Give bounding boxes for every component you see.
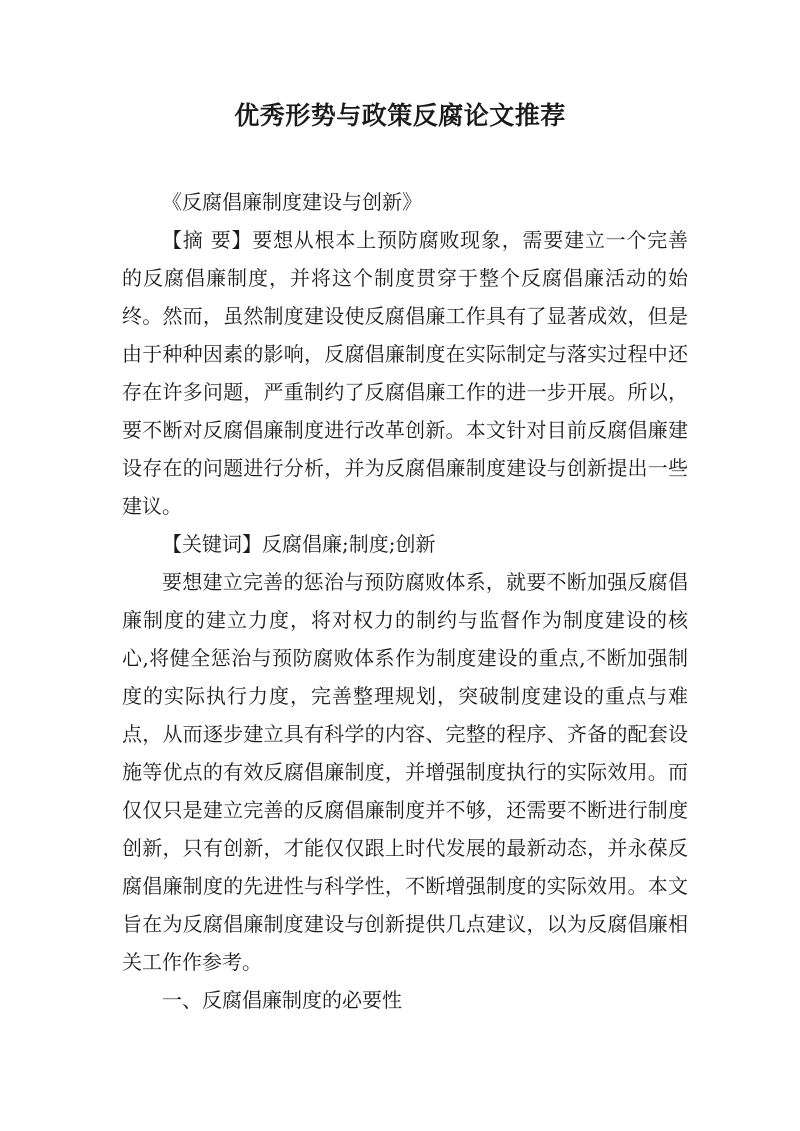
intro-paragraph: 要想建立完善的惩治与预防腐败体系，就要不断加强反腐倡廉制度的建立力度，将对权力的制约与监督作为制度建设的核心,将健全惩治与预防腐败体系作为制度建设的重点,不断加强制度的实际执行力度，完善整理规划，突破制度建设的重点与难点，从而逐步建立具有科学的内容、完整的程序、齐备的配套设施等优点的有效反腐倡廉制度，并增强制度执行的实际效用。而仅仅只是建立完善的反腐倡廉制度并不够，还需要不断进行制度创新，只有创新，才能仅仅跟上时代发展的最新动态，并永葆反腐倡廉制度的先进性与科学性，不断增强制度的实际效用。本文旨在为反腐倡廉制度建设与创新提供几点建议，以为反腐倡廉相关工作作参考。 xyxy=(122,570,688,974)
abstract-paragraph: 【摘 要】要想从根本上预防腐败现象，需要建立一个完善的反腐倡廉制度，并将这个制度贯穿于整个反腐倡廉活动的始终。然而，虽然制度建设使反腐倡廉工作具有了显著成效，但是由于种种因素的影响，反腐倡廉制度在实际制定与落实过程中还存在许多问题，严重制约了反腐倡廉工作的进一步开展。所以，要不断对反腐倡廉制度进行改革创新。本文针对目前反腐倡廉建设存在的问题进行分析，并为反腐倡廉制度建设与创新提出一些建议。 xyxy=(122,228,688,518)
document-body xyxy=(122,183,688,1019)
keywords-paragraph: 【关键词】反腐倡廉;制度;创新 xyxy=(162,532,436,556)
document-title: 优秀形势与政策反腐论文推荐 xyxy=(234,101,566,130)
paper-title-line: 《反腐倡廉制度建设与创新》 xyxy=(162,190,422,214)
section-heading: 一、反腐倡廉制度的必要性 xyxy=(162,988,402,1012)
